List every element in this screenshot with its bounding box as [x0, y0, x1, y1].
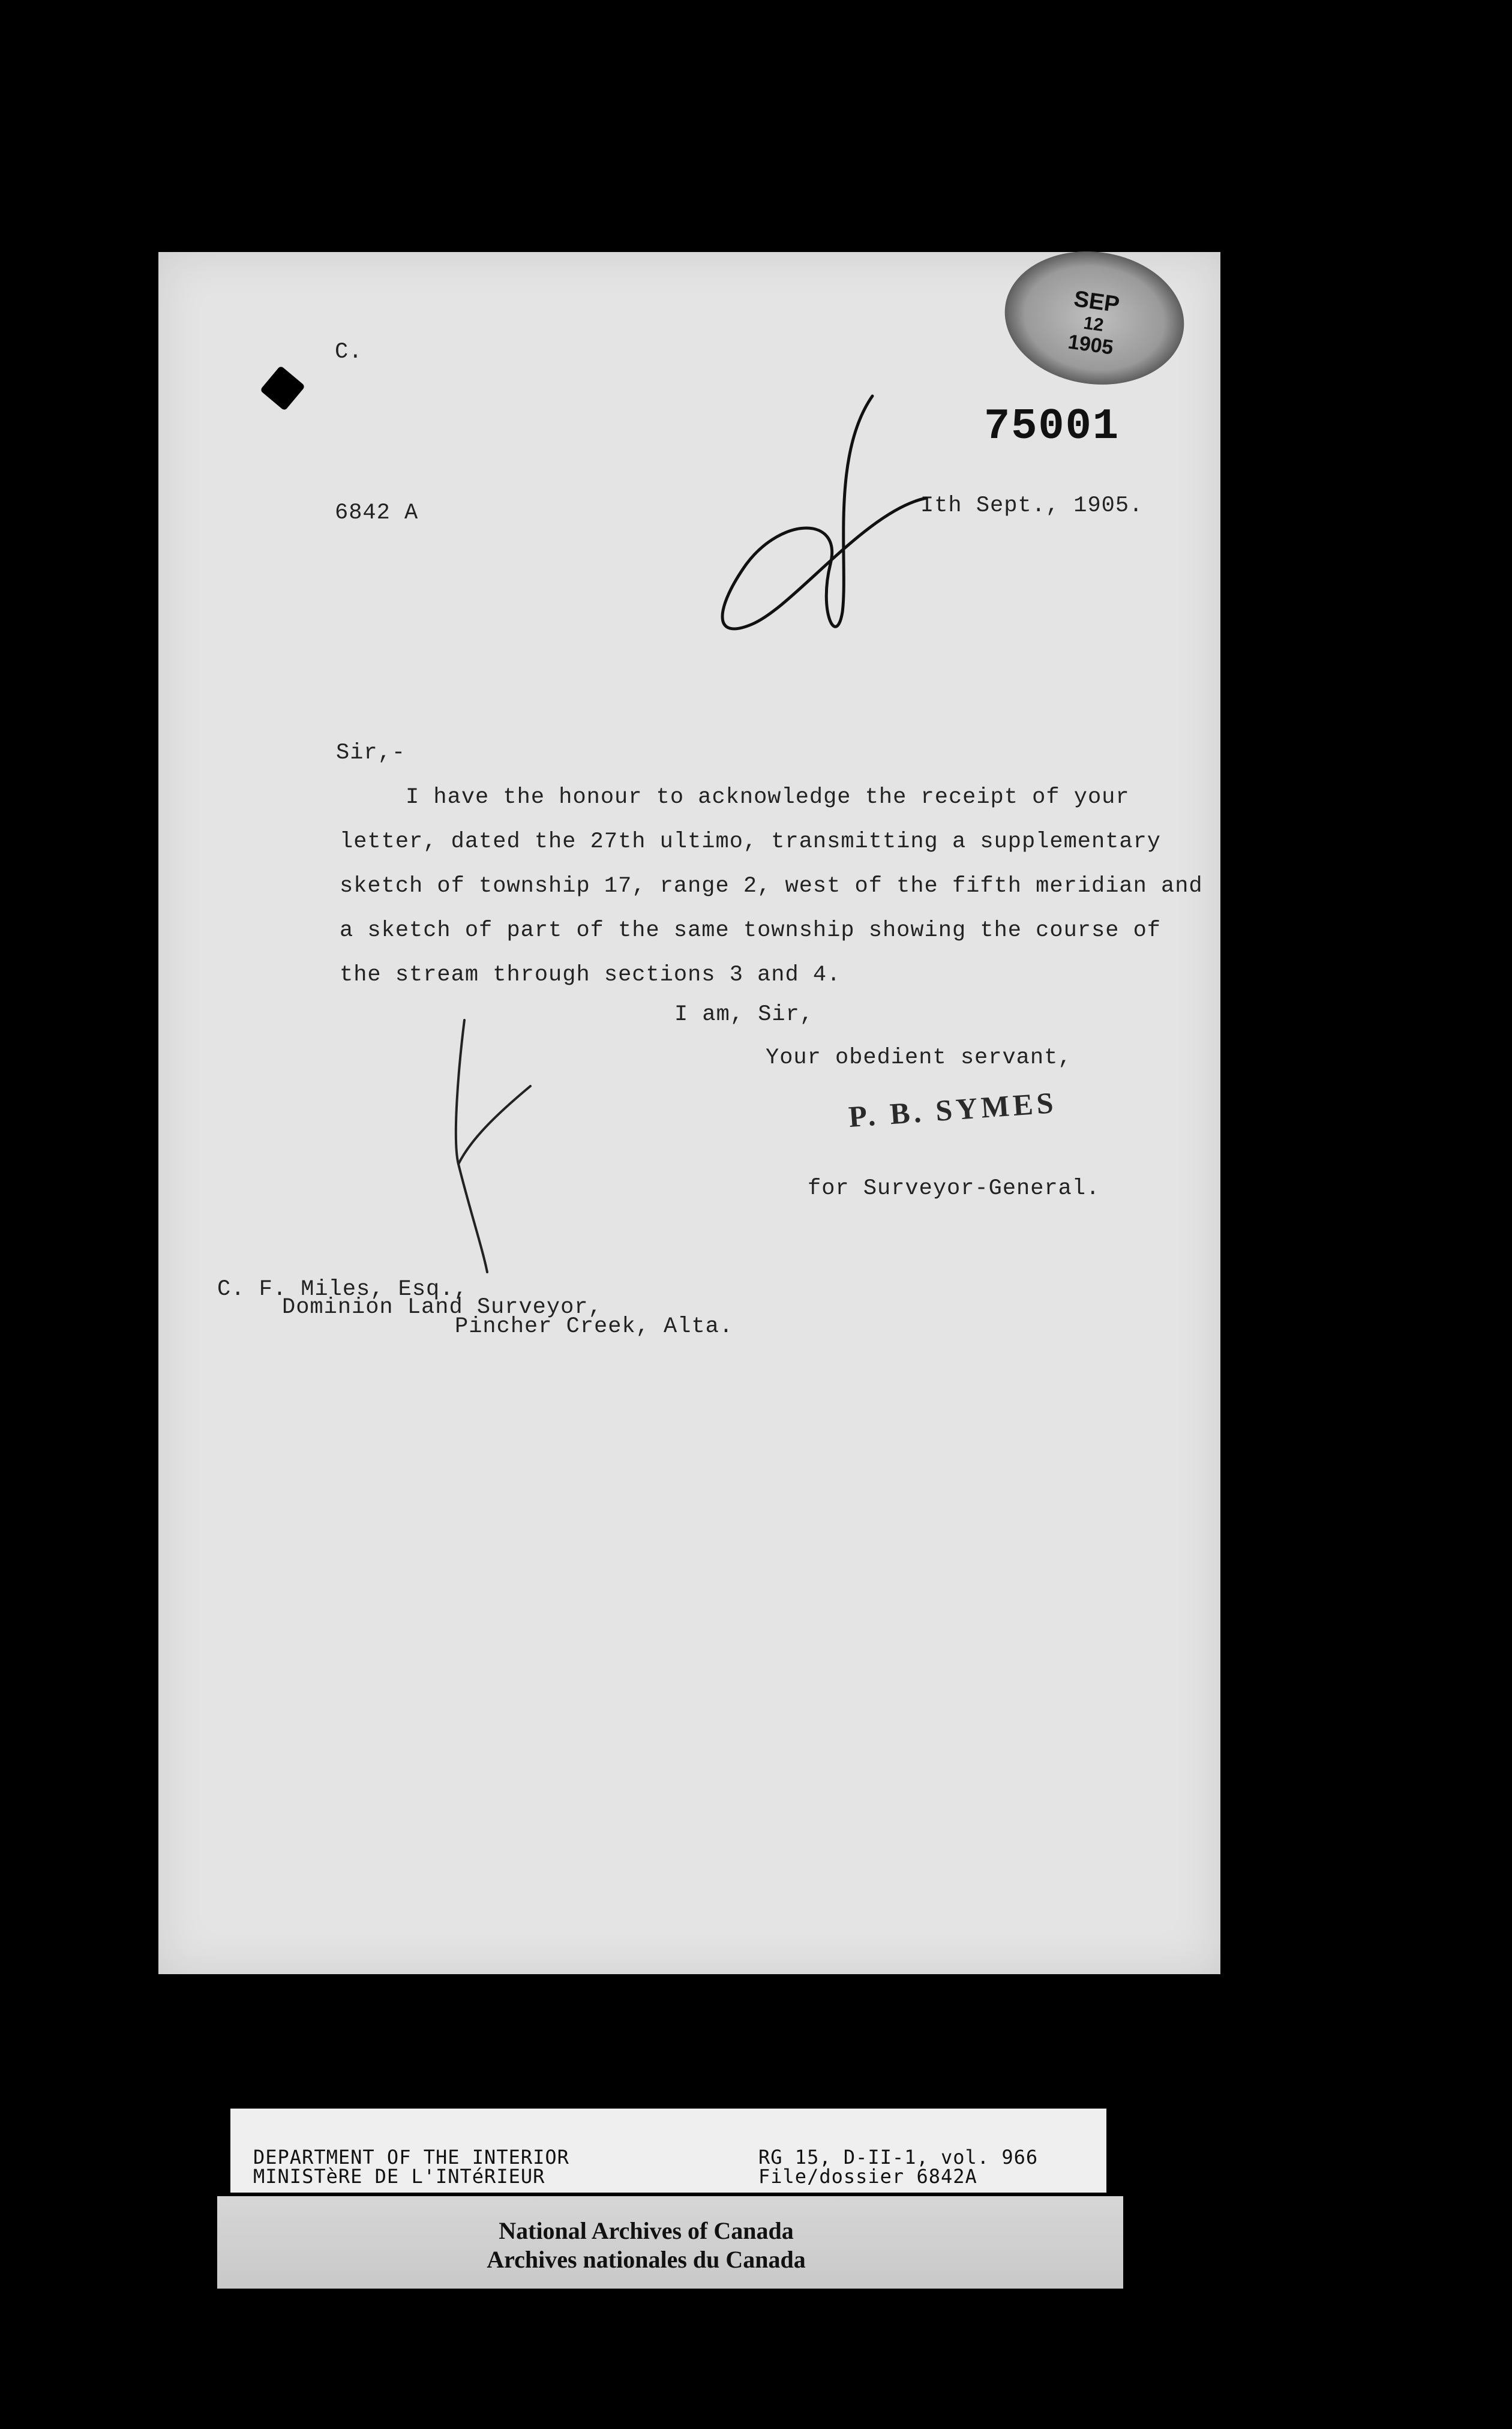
- record-group-reference: RG 15, D-II-1, vol. 966: [758, 2146, 1039, 2169]
- file-dossier: File/dossier 6842A: [758, 2165, 977, 2188]
- recipient-address: Pincher Creek, Alta.: [455, 1314, 734, 1339]
- corner-mark: C.: [335, 340, 363, 365]
- stamp-day: 12: [1082, 313, 1105, 336]
- letter-page: [158, 252, 1220, 1974]
- stamp-year: 1905: [1066, 330, 1115, 359]
- signer-title: for Surveyor-General.: [808, 1176, 1100, 1201]
- body-line-1: I have the honour to acknowledge the receipt of your: [406, 785, 1130, 810]
- salutation: Sir,-: [336, 740, 406, 766]
- archive-reference-label: [230, 2109, 1106, 2193]
- file-number: 75001: [984, 402, 1120, 451]
- department-en: DEPARTMENT OF THE INTERIOR: [253, 2146, 569, 2169]
- punch-hole-mark: [260, 365, 305, 411]
- pen-initial-flourish: [722, 396, 926, 629]
- department-fr: MINISTèRE DE L'INTéRIEUR: [253, 2165, 545, 2188]
- body-line-5: the stream through sections 3 and 4.: [340, 962, 841, 988]
- file-reference: 6842 A: [335, 500, 419, 526]
- recipient-name: C. F. Miles, Esq.,: [217, 1277, 468, 1302]
- body-line-2: letter, dated the 27th ultimo, transmitting a supplementary: [340, 829, 1162, 854]
- body-line-4: a sketch of part of the same township showing the course of: [340, 918, 1162, 943]
- recipient-title: Dominion Land Surveyor,: [282, 1295, 602, 1320]
- closing-servant: Your obedient servant,: [766, 1045, 1072, 1070]
- closing: I am, Sir,: [674, 1002, 814, 1027]
- archives-name-en: National Archives of Canada: [499, 2217, 794, 2244]
- national-archives-label: [217, 2196, 1123, 2289]
- body-line-3: sketch of township 17, range 2, west of the fifth meridian and: [340, 874, 1203, 899]
- received-date-stamp: [996, 240, 1193, 396]
- letter-date: Ith Sept., 1905.: [920, 493, 1144, 518]
- pen-check-mark: [456, 1020, 530, 1272]
- archives-name-fr: Archives nationales du Canada: [487, 2246, 806, 2273]
- stamp-month: SEP: [1072, 286, 1121, 318]
- signature-stamp: P. B. SYMES: [847, 1085, 1058, 1134]
